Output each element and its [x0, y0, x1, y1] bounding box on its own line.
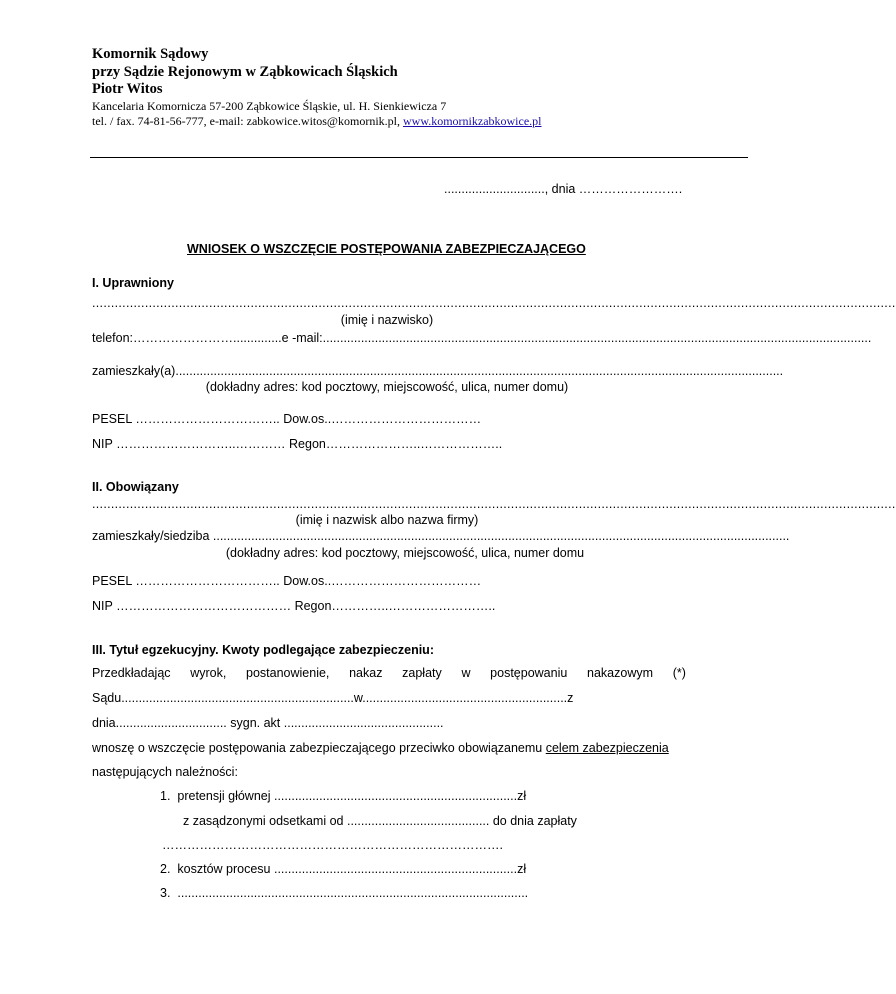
other-claim-field[interactable]: ..................................................................................................... — [177, 886, 529, 900]
nip-label: NIP — [92, 437, 117, 451]
regon-field[interactable]: …………………..……………….. — [325, 437, 503, 451]
resident-label: zamieszkały(a) — [92, 364, 176, 378]
regon-label: Regon — [285, 437, 326, 451]
creditor-name-field[interactable]: ..................................................................................................................................................................................................................... — [92, 296, 896, 310]
creditor-pesel-line — [92, 412, 481, 426]
case-number-label: sygn. akt — [226, 716, 284, 730]
creditor-address-caption: (dokładny adres: kod pocztowy, miejscowość, ulica, numer domu) — [205, 380, 569, 394]
debtor-address-line — [92, 529, 790, 543]
court-field[interactable]: ................................................................... — [121, 691, 354, 705]
place-field[interactable]: ............................. — [444, 182, 545, 196]
debtor-pesel-field[interactable]: …………………………….. — [135, 574, 280, 588]
header-divider — [90, 157, 748, 158]
item-1 — [160, 789, 526, 803]
contact-line — [92, 114, 542, 129]
request-text: wnoszę o wszczęcie postępowania zabezpieczającego przeciwko obowiązanemu — [92, 741, 546, 755]
creditor-name-caption: (imię i nazwisko) — [340, 313, 434, 327]
court-line — [92, 691, 573, 705]
currency-suffix: zł — [517, 789, 527, 803]
email-label: e -mail: — [281, 331, 323, 345]
creditor-nip-line — [92, 437, 502, 451]
debtor-nip-field[interactable]: …………………………………… — [116, 599, 292, 613]
title-date-field[interactable]: ................................ — [115, 716, 227, 730]
item-number: 2. — [160, 862, 171, 876]
debtor-pesel-label: PESEL — [92, 574, 136, 588]
debtor-regon-field[interactable]: …………..…………………….. — [331, 599, 496, 613]
phone-email-line — [92, 331, 872, 345]
main-claim-label: pretensji głównej — [177, 789, 274, 803]
present-word: Przedkładając — [92, 666, 171, 680]
currency-suffix: zł — [517, 862, 527, 876]
costs-label: kosztów procesu — [177, 862, 274, 876]
court-label: Sądu — [92, 691, 122, 705]
debtor-nip-line — [92, 599, 495, 613]
interest-extra-field[interactable]: ………………………………………………………………………. — [162, 838, 503, 852]
court-location-field[interactable]: ........................................................... — [362, 691, 568, 705]
debtor-resident-label: zamieszkały/siedziba — [92, 529, 213, 543]
interest-line — [183, 814, 577, 828]
interest-suffix: do dnia zapłaty — [489, 814, 577, 828]
debtor-regon-label: Regon — [291, 599, 332, 613]
id-card-field[interactable]: .……………………………… — [327, 412, 482, 426]
pesel-label: PESEL — [92, 412, 136, 426]
debtor-id-card-field[interactable]: .……………………………… — [327, 574, 482, 588]
office-address: Kancelaria Komornicza 57-200 Ząbkowice Śląskie, ul. H. Sienkiewicza 7 — [92, 99, 447, 113]
date-label: , dnia — [544, 182, 579, 196]
id-card-label: Dow.os. — [279, 412, 328, 426]
pesel-field[interactable]: …………………………….. — [135, 412, 280, 426]
option-order-word1[interactable]: nakaz — [349, 666, 383, 680]
date-sygn-line — [92, 716, 444, 730]
court-w: w — [353, 691, 363, 705]
request-text-2: następujących należności: — [92, 765, 238, 779]
phone-label: telefon: — [92, 331, 134, 345]
section3-heading: III. Tytuł egzekucyjny. Kwoty podlegające zabezpieczeniu: — [92, 643, 434, 657]
present-title-line — [92, 666, 686, 680]
debtor-id-card-label: Dow.os. — [279, 574, 328, 588]
request-line — [92, 741, 687, 755]
option-order-word5: nakazowym — [587, 666, 654, 680]
phone-field-end[interactable]: .............. — [233, 331, 282, 345]
phone-field[interactable]: …………………… — [133, 331, 234, 345]
debtor-name-caption: (imię i nazwisk albo nazwa firmy) — [295, 513, 479, 527]
section2-heading: II. Obowiązany — [92, 480, 179, 494]
debtor-name-field[interactable]: ..................................................................................................................................................................................................................... — [92, 497, 896, 511]
debtor-pesel-line — [92, 574, 481, 588]
debtor-address-field[interactable]: ...................................................................................................................................................................... — [212, 529, 790, 543]
debtor-address-caption: (dokładny adres: kod pocztowy, miejscowość, ulica, numer domu — [225, 546, 585, 560]
date-line — [444, 182, 682, 196]
interest-label: z zasądzonymi odsetkami od — [183, 814, 347, 828]
court-z: z — [567, 691, 574, 705]
section1-heading: I. Uprawniony — [92, 276, 174, 290]
item-2 — [160, 862, 526, 876]
bailiff-title: Komornik Sądowy — [92, 46, 209, 62]
bailiff-name: Piotr Witos — [92, 81, 163, 97]
option-order-word4: postępowaniu — [490, 666, 568, 680]
date-field[interactable]: ……………………. — [578, 182, 683, 196]
creditor-address-line — [92, 364, 784, 378]
option-order-word3: w — [461, 666, 471, 680]
debtor-nip-label: NIP — [92, 599, 117, 613]
case-number-field[interactable]: .............................................. — [283, 716, 444, 730]
contact-text: tel. / fax. 74-81-56-777, e-mail: zabkowice.witos@komornik.pl, — [92, 114, 403, 128]
costs-field[interactable]: ...................................................................... — [273, 862, 518, 876]
title-date-label: dnia — [92, 716, 116, 730]
option-decision[interactable]: postanowienie, — [246, 666, 330, 680]
request-underlined: celem zabezpieczenia — [545, 741, 669, 755]
main-claim-field[interactable]: ...................................................................... — [273, 789, 518, 803]
court-name: przy Sądzie Rejonowym w Ząbkowicach Śląskich — [92, 64, 398, 80]
item-3 — [160, 886, 528, 900]
nip-field[interactable]: ………………………..………… — [116, 437, 286, 451]
email-field[interactable]: .............................................................................................................................................................. — [322, 331, 872, 345]
option-judgment[interactable]: wyrok, — [190, 666, 227, 680]
website-link[interactable]: www.komornikzabkowice.pl — [402, 114, 542, 128]
document-title: WNIOSEK O WSZCZĘCIE POSTĘPOWANIA ZABEZPIECZAJĄCEGO — [187, 242, 586, 256]
item-number: 3. — [160, 886, 171, 900]
item-number: 1. — [160, 789, 171, 803]
option-order-word2[interactable]: zapłaty — [402, 666, 442, 680]
creditor-address-field[interactable]: ............................................................................................................................................................................... — [175, 364, 784, 378]
interest-date-field[interactable]: ......................................... — [346, 814, 490, 828]
footnote-marker: (*) — [672, 666, 686, 680]
